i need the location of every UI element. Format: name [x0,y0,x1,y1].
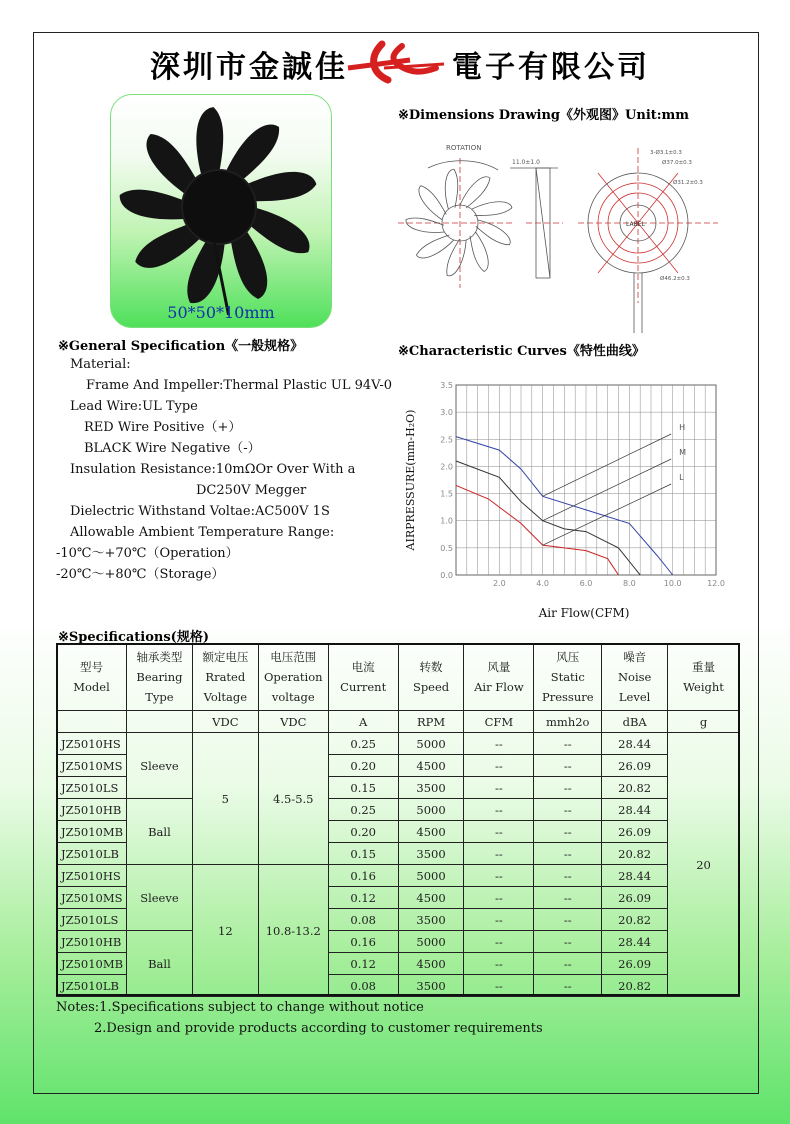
dimensions-heading: ※Dimensions Drawing《外观图》Unit:mm [398,108,690,123]
unit-current: A [328,711,398,733]
bearing-cell: Sleeve [126,733,192,799]
x-tick-label: 4.0 [536,579,550,588]
company-name-right: 電子有限公司 [452,50,650,85]
dim-b: Ø37.0±0.3 [662,160,692,166]
table-row: JZ5010MB 0.20 4500 -- -- 26.09 [57,821,740,843]
header-weight: 重量 Weight [668,644,740,711]
spec-line-6: DC250V Megger [196,483,307,498]
x-tick-label: 6.0 [579,579,593,588]
dimensions-drawing [398,128,718,338]
chart-ylabel: AIRPRESSURE(mm-H₂O) [404,409,417,551]
rotation-label: ROTATION [446,144,482,152]
y-tick-label: 2.5 [440,435,453,445]
table-header-row [57,644,740,711]
spec-line-7: Dielectric Withstand Voltae:AC500V 1S [70,504,330,519]
spec-line-5: Insulation Resistance:10mΩOr Over With a [70,462,356,477]
x-tick-label: 12.0 [707,579,725,588]
series-leader-M [543,459,671,521]
voltage-range-cell: 10.8-13.2 [258,865,328,997]
rated-voltage-cell: 5 [192,733,258,865]
table-row: JZ5010HS Sleeve 5 4.5-5.5 0.25 5000 -- -- 28.44 20 [57,733,740,755]
dim-c: Ø31.2±0.3 [673,180,703,186]
spec-line-3: RED Wire Positive（+） [84,420,242,435]
header-speed: 转数 Speed [398,644,464,711]
chart-xlabel: Air Flow(CFM) [538,606,630,620]
company-logo [340,38,450,86]
bearing-cell: Sleeve [126,865,192,931]
note-1: Notes:1.Specifications subject to change without notice [56,1000,424,1015]
header-bearing: 轴承类型 Bearing Type [126,644,192,711]
spec-line-1: Frame And Impeller:Thermal Plastic UL 94V-0 [86,378,392,393]
header-operation-voltage: 电压范围 Operation voltage [258,644,328,711]
x-tick-label: 8.0 [622,579,636,588]
series-label-H: H [679,423,686,432]
table-row: JZ5010LB 0.08 3500 -- -- 20.82 [57,975,740,997]
specs-table [56,643,740,997]
bearing-cell: Ball [126,931,192,997]
label-text: LABEL [626,221,645,228]
series-leader-H [543,434,671,496]
series-label-M: M [679,448,687,457]
thickness-label: 11.0±1.0 [512,159,540,166]
header-airflow: 风量 Air Flow [464,644,534,711]
spec-line-4: BLACK Wire Negative（-） [84,441,261,456]
unit-bearing [126,711,192,733]
unit-noise: dBA [602,711,668,733]
header-pressure: 风压 Static Pressure [534,644,602,711]
unit-weight: g [668,711,740,733]
spec-line-0: Material: [70,357,131,372]
header-rated-voltage: 额定电压 Rrated Voltage [192,644,258,711]
y-tick-label: 1.5 [440,489,453,499]
characteristic-chart [398,370,738,620]
table-row: JZ5010HS Sleeve 12 10.8-13.2 0.16 5000 -- -- 28.44 [57,865,740,887]
table-row: JZ5010LS 0.15 3500 -- -- 20.82 [57,777,740,799]
curves-heading: ※Characteristic Curves《特性曲线》 [398,344,645,359]
y-tick-label: 3.5 [440,381,453,390]
x-tick-label: 10.0 [663,579,682,588]
spec-line-8: Allowable Ambient Temperature Range: [70,525,335,540]
table-row: JZ5010MB 0.12 4500 -- -- 26.09 [57,953,740,975]
header-noise: 噪音 Noise Level [602,644,668,711]
unit-rated: VDC [192,711,258,733]
company-name-left: 深圳市金誠佳 [150,50,348,85]
spec-line-10: -20℃～+80℃（Storage） [56,567,225,582]
y-tick-label: 2.0 [440,462,453,472]
unit-range: VDC [258,711,328,733]
unit-speed: RPM [398,711,464,733]
weight-cell: 20 [668,733,740,997]
rated-voltage-cell: 12 [192,865,258,997]
table-row: JZ5010LS 0.08 3500 -- -- 20.82 [57,909,740,931]
header-model: 型号 Model [57,644,127,711]
series-leader-L [543,484,671,545]
dim-d: Ø46.2±0.3 [660,276,690,282]
fan-image [111,95,331,315]
spec-line-9: -10℃～+70℃（Operation） [56,546,239,561]
y-tick-label: 1.0 [440,516,453,526]
table-row: JZ5010HB Ball 0.25 5000 -- -- 28.44 [57,799,740,821]
table-unit-row [57,711,740,733]
dim-a: 3-Ø3.1±0.3 [650,150,682,156]
bearing-cell: Ball [126,799,192,865]
general-spec-heading: ※General Specification《一般规格》 [58,339,304,354]
product-photo [110,94,332,328]
unit-model [57,711,127,733]
table-row: JZ5010MS 0.20 4500 -- -- 26.09 [57,755,740,777]
table-row: JZ5010LB 0.15 3500 -- -- 20.82 [57,843,740,865]
x-tick-label: 2.0 [492,579,506,588]
y-tick-label: 0.0 [440,571,453,580]
unit-airflow: CFM [464,711,534,733]
note-2: 2.Design and provide products according to customer requirements [94,1021,543,1036]
table-row: JZ5010MS 0.12 4500 -- -- 26.09 [57,887,740,909]
unit-pressure: mmh2o [534,711,602,733]
y-tick-label: 0.5 [440,543,453,553]
spec-line-2: Lead Wire:UL Type [70,399,198,414]
specs-heading: ※Specifications(规格) [58,630,209,645]
series-label-L: L [679,473,684,482]
table-row: JZ5010HB Ball 0.16 5000 -- -- 28.44 [57,931,740,953]
company-title [40,38,750,86]
size-caption: 50*50*10mm [167,303,275,322]
series-line-L [456,485,619,575]
header-current: 电流 Current [328,644,398,711]
y-tick-label: 3.0 [440,408,453,418]
voltage-range-cell: 4.5-5.5 [258,733,328,865]
